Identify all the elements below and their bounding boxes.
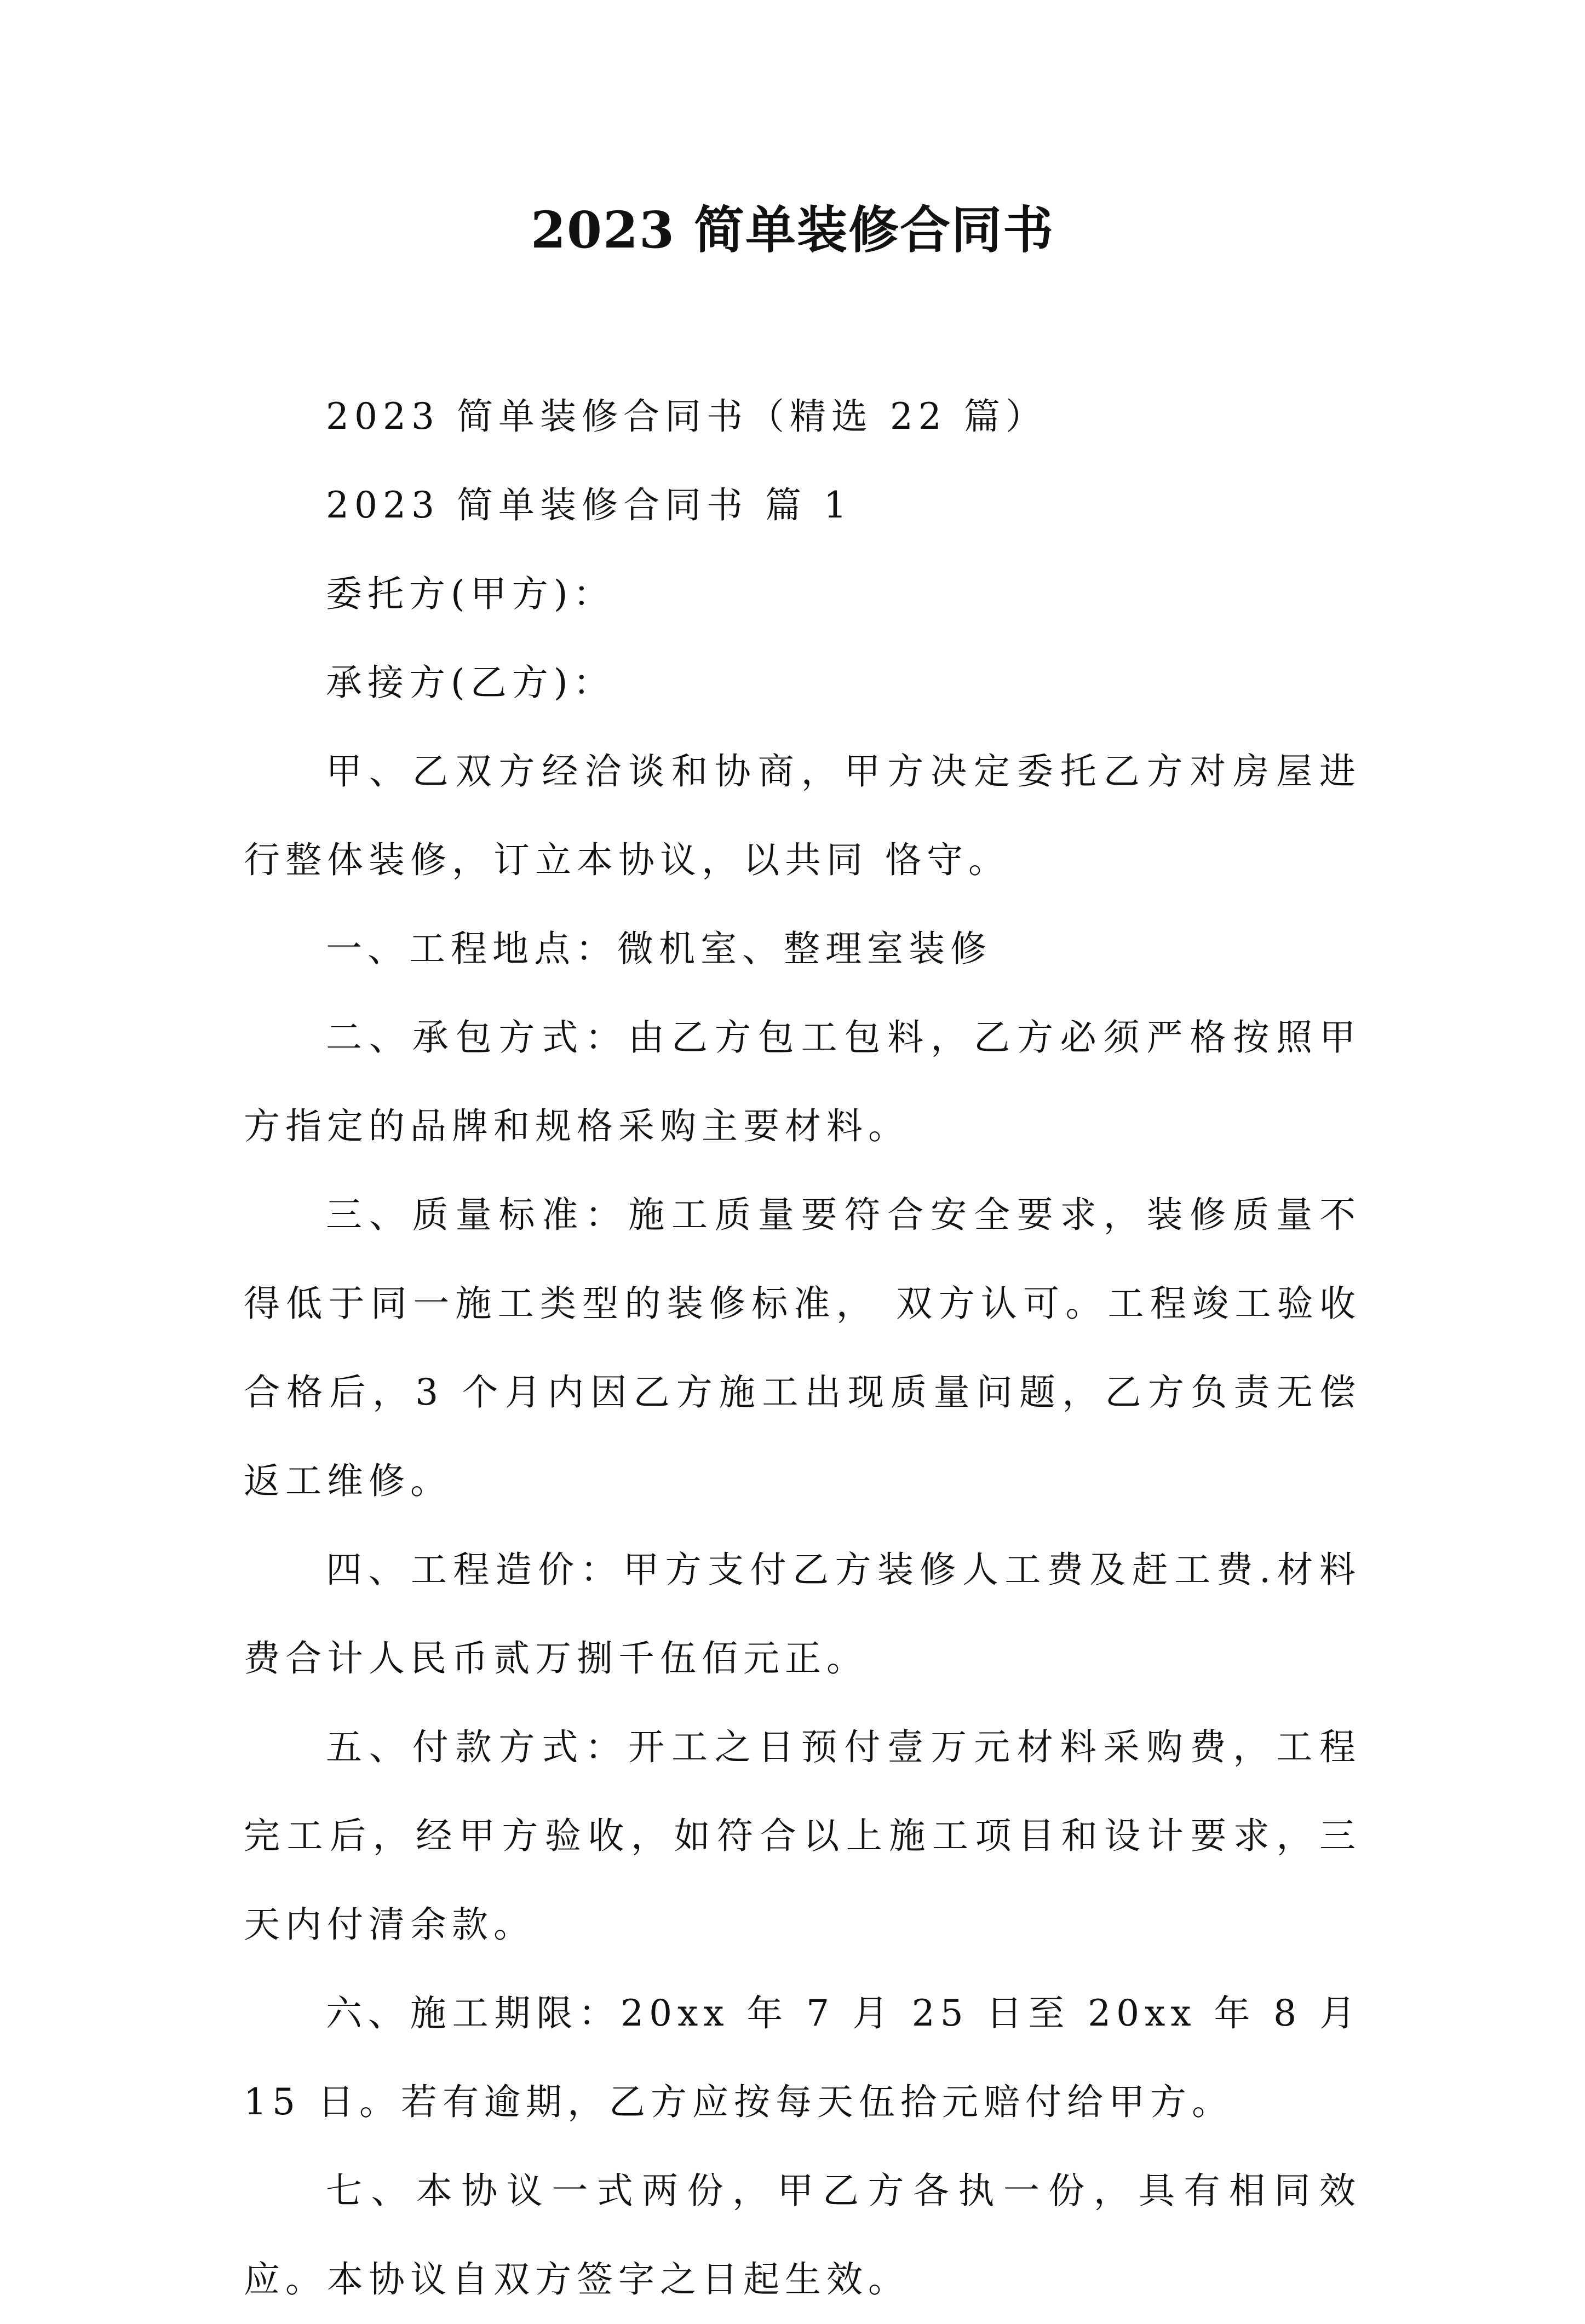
clause-5-payment-method: 五、付款方式：开工之日预付壹万元材料采购费，工程完工后，经甲方验收，如符合以上施工项目和设计要求，三天内付清余款。 (244, 1726, 1361, 1946)
clause-1-location: 一、工程地点：微机室、整理室装修 (326, 928, 992, 970)
party-b-line: 承接方(乙方)： (326, 661, 615, 704)
clause-6-construction-period: 六、施工期限：20xx 年 7 月 25 日至 20xx 年 8 月 15 日。若有逾期，乙方应按每天伍拾元赔付给甲方。 (244, 1992, 1361, 2123)
clause-7-agreement-copies: 七、本协议一式两份，甲乙方各执一份，具有相同效应。本协议自双方签字之日起生效。 (244, 2170, 1361, 2300)
preamble-paragraph: 甲、乙双方经洽谈和协商，甲方决定委托乙方对房屋进行整体装修，订立本协议，以共同 恪守。 (244, 750, 1361, 881)
section-heading: 2023 简单装修合同书 篇 1 (326, 484, 852, 526)
document-body (244, 372, 1361, 2324)
document-title: 2023 简单装修合同书 (530, 200, 1055, 260)
clause-4-project-cost: 四、工程造价：甲方支付乙方装修人工费及赶工费.材料费合计人民币贰万捌千伍佰元正。 (244, 1549, 1361, 1679)
subtitle-paragraph: 2023 简单装修合同书（精选 22 篇） (326, 395, 1047, 438)
clause-3-quality-standard: 三、质量标准：施工质量要符合安全要求，装修质量不得低于同一施工类型的装修标准， 双方认可。工程竣工验收合格后，3 个月内因乙方施工出现质量问题，乙方负责无偿返工维修。 (244, 1194, 1361, 1502)
clause-2-contract-method: 二、承包方式：由乙方包工包料，乙方必须严格按照甲方指定的品牌和规格采购主要材料。 (244, 1016, 1361, 1147)
party-a-line: 委托方(甲方)： (326, 573, 615, 615)
